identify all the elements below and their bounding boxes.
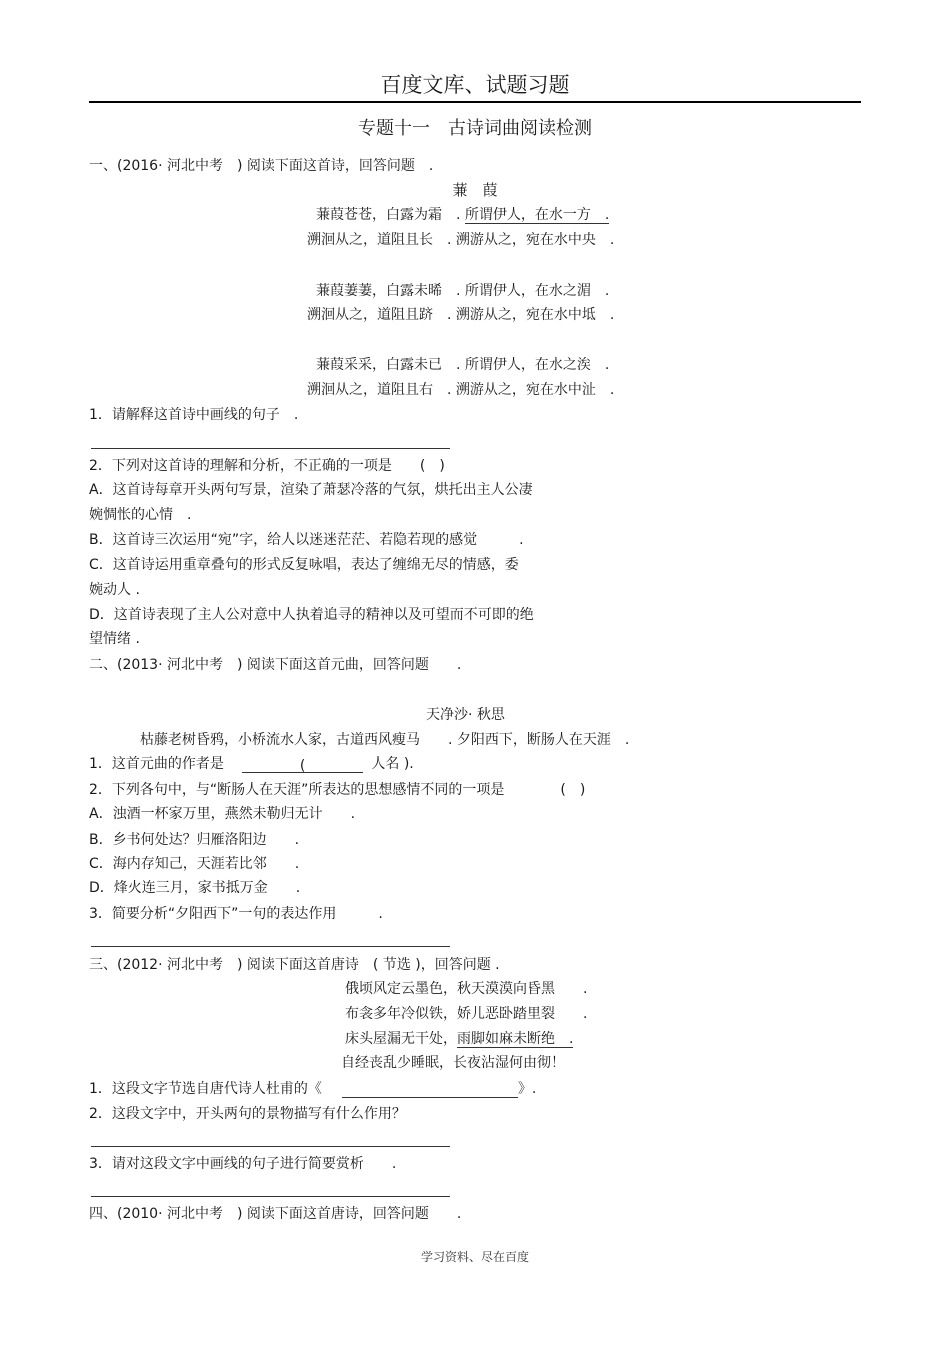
section2-q3: 3．简要分析“夕阳西下”一句的表达作用 . xyxy=(89,906,383,922)
underlined-sentence: 所谓伊人，在水一方 xyxy=(464,207,591,223)
section1-s2-line1: 蒹葭萋萋，白露未晞 . 所谓伊人，在水之湄 . xyxy=(316,283,610,299)
author-blank xyxy=(242,757,300,773)
section2-poem-title: 天净沙· 秋思 xyxy=(426,707,505,723)
section3-q1 xyxy=(89,1080,536,1098)
section2-option-a: A．浊酒一杯家万里，燕然未勒归无计 . xyxy=(89,806,356,822)
section1-poem-title: 蒹 葭 xyxy=(452,181,498,199)
section1-q1: 1．请解释这首诗中画线的句子 . xyxy=(89,407,299,423)
underlined-tail: . xyxy=(555,1031,574,1047)
answer-line xyxy=(91,1146,450,1147)
q1-suffix: 人名 ). xyxy=(371,756,414,772)
section3-line1: 俄顷风定云墨色，秋天漠漠向昏黑 . xyxy=(345,981,588,997)
section1-option-c-2: 婉动人 . xyxy=(89,582,140,598)
answer-line xyxy=(91,448,450,449)
underlined-tail: . xyxy=(590,207,610,223)
answer-line xyxy=(91,1196,450,1197)
poem-title-blank xyxy=(342,1082,518,1098)
section2-poem-line: 枯藤老树昏鸦，小桥流水人家，古道西风瘦马 . 夕阳西下，断肠人在天涯 . xyxy=(140,732,630,748)
paren-open: ( xyxy=(299,758,306,774)
section4-heading: 四、(2010· 河北中考 ) 阅读下面这首唐诗，回答问题 . xyxy=(89,1206,462,1222)
section2-option-c: C．海内存知己，天涯若比邻 . xyxy=(89,856,300,872)
q1-suffix: 》. xyxy=(517,1081,537,1097)
site-title: 百度文库、试题习题 xyxy=(380,73,570,97)
section3-line3 xyxy=(345,1030,573,1048)
section2-q1 xyxy=(89,755,414,773)
section1-option-b: B．这首诗三次运用“宛”字，给人以迷迷茫茫、若隐若现的感觉 . xyxy=(89,532,524,548)
section1-option-d-2: 望情绪 . xyxy=(89,631,140,647)
section1-option-a-1: A．这首诗每章开头两句写景，渲染了萧瑟冷落的气氛，烘托出主人公凄 xyxy=(89,482,533,498)
section2-q2: 2．下列各句中，与“断肠人在天涯”所表达的思想感情不同的一项是 ( ) xyxy=(89,782,586,798)
section3-q2: 2．这段文字中，开头两句的景物描写有什么作用？ xyxy=(89,1106,406,1122)
section3-line2: 布衾多年冷似铁，娇儿恶卧踏里裂 . xyxy=(345,1006,588,1022)
section3-q3: 3．请对这段文字中画线的句子进行简要赏析 . xyxy=(89,1156,397,1172)
author-blank-2 xyxy=(305,757,363,773)
section3-line4: 自经丧乱少睡眠，长夜沾湿何由彻！ xyxy=(341,1055,565,1071)
section2-heading: 二、(2013· 河北中考 ) 阅读下面这首元曲，回答问题 . xyxy=(89,657,462,673)
q1-prefix: 1．这首元曲的作者是 xyxy=(89,756,224,772)
section1-q2: 2．下列对这首诗的理解和分析，不正确的一项是 ( ) xyxy=(89,458,445,474)
section1-s3-line2: 溯洄从之，道阻且右 . 溯游从之，宛在水中沚 . xyxy=(307,382,615,398)
section3-heading: 三、(2012· 河北中考 ) 阅读下面这首唐诗 ( 节选 )，回答问题 . xyxy=(89,957,500,973)
section1-option-c-1: C．这首诗运用重章叠句的形式反复咏唱，表达了缠绵无尽的情感，委 xyxy=(89,557,519,573)
section1-option-a-2: 婉惆怅的心情 . xyxy=(89,507,192,523)
section1-option-d-1: D．这首诗表现了主人公对意中人执着追寻的精神以及可望而不可即的绝 xyxy=(89,607,534,623)
answer-line xyxy=(91,946,450,947)
page-footer: 学习资料、尽在百度 xyxy=(420,1250,529,1264)
q1-prefix: 1．这段文字节选自唐代诗人杜甫的《 xyxy=(89,1081,322,1097)
s3l3-part1: 床头屋漏无干处， xyxy=(345,1031,457,1047)
header-rule xyxy=(89,101,861,103)
section2-option-d: D．烽火连三月，家书抵万金 . xyxy=(89,880,301,896)
section1-s3-line1: 蒹葭采采，白露未已 . 所谓伊人，在水之涘 . xyxy=(316,357,610,373)
section1-heading: 一、(2016· 河北中考 ) 阅读下面这首诗，回答问题 . xyxy=(89,158,434,174)
section1-s1-line1 xyxy=(316,206,609,224)
doc-title: 专题十一 古诗词曲阅读检测 xyxy=(358,118,592,139)
section1-s1-line2: 溯洄从之，道阻且长 . 溯游从之，宛在水中央 . xyxy=(307,232,615,248)
section1-s2-line2: 溯洄从之，道阻且跻 . 溯游从之，宛在水中坻 . xyxy=(307,307,615,323)
section2-option-b: B．乡书何处达？归雁洛阳边 . xyxy=(89,832,300,848)
underlined-sentence: 雨脚如麻未断绝 xyxy=(457,1031,555,1047)
s1l1-part1: 蒹葭苍苍，白露为霜 . xyxy=(316,207,465,223)
